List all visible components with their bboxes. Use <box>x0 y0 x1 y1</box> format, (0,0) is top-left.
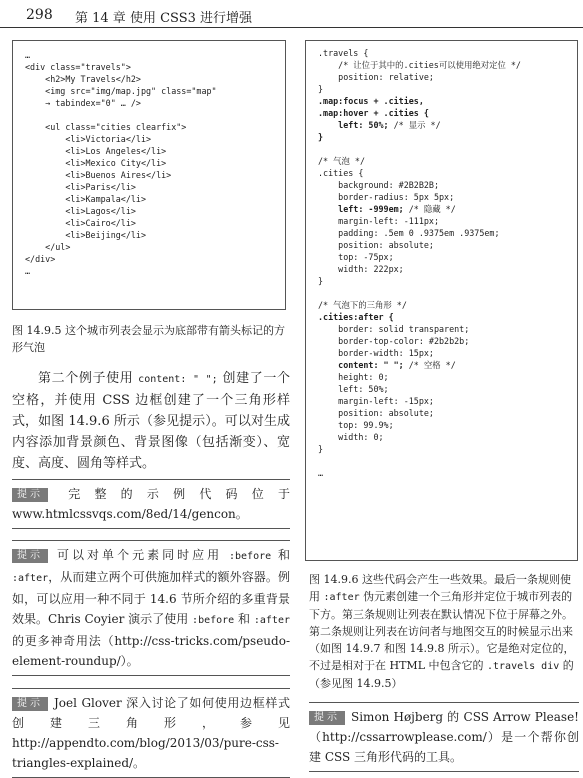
figure-caption-14-9-5: 图 14.9.5 这个城市列表会显示为底部带有箭头标记的方形气泡 <box>12 324 285 354</box>
css-code-listing <box>305 40 578 561</box>
inline-code: .travels div <box>487 661 560 672</box>
code-segment-bold: left: -999em; <box>318 204 404 214</box>
code-segment-bold: } <box>318 132 324 142</box>
tip-text: 可以对单个元素同时应用 <box>54 548 229 562</box>
code-segment-bold: content: " "; <box>318 360 404 370</box>
code-segment-bold: .cities:after { <box>318 312 394 322</box>
body-text-1: 第二个例子使用 <box>38 371 139 386</box>
chapter-title: 第 14 章 使用 CSS3 进行增强 <box>75 11 253 26</box>
tip-text: Simon Højberg 的 CSS Arrow Please!（http://cssarrowplease.com/）是一个帮你创建 CSS 三角形代码的工具。 <box>309 710 579 764</box>
tip-text: ，从而建立两个可供施加样式的额外容器。例如，可以应用一种不同于 14.6 节所介绍的多重背景效果。Chris Coyier 演示了使用 <box>12 570 290 626</box>
tip-text: 和 <box>271 548 290 562</box>
tip-note-3 <box>12 688 290 778</box>
tip-note-1 <box>12 479 290 529</box>
css-code <box>318 47 521 479</box>
tip-text: 完整的示例代码位于 www.htmlcssvqs.com/8ed/14/gencon。 <box>12 487 290 521</box>
tip-text: Joel Glover 深入讨论了如何使用边框样式创建三角形，参见 http://appendto.com/blog/2013/03/pure-css-triangles-explained/。 <box>12 696 290 770</box>
figure-caption-14-9-6 <box>309 571 579 692</box>
caption-text: 伪元素创建一个三角形并定位于城市列表的下方。第三条规则让列表在默认情况下位于屏幕之外。第二条规则让列表在访问者与地图交互的时候显示出来（如图 14.9.7 和图 14.9.8 所示）。它是绝对定位的，不过是相对于在 HTML 中包含它的 <box>309 590 575 672</box>
page-number: 298 <box>26 7 53 23</box>
html-code: … <div class="travels"> <h2>My Travels</h2> <img src="img/map.jpg" class="map" → tabindex="0" … /> <ul class="cities clearfix"> <li>Victoria</li> <li>Los Angeles</li> <li>Mexico City</li> <li>Buenos Aires</li> <li>Paris</li> <li>Kampala</li> <li>Lagos</li> <li>Cairo</li> <li>Beijing</li> </ul> </div> … <box>25 50 217 276</box>
code-segment-bold: .map:focus + .cities, .map:hover + .cities { left: 50%; <box>318 96 429 130</box>
inline-code: :after <box>323 592 360 603</box>
body-paragraph <box>12 368 290 474</box>
tip-note-4 <box>309 702 579 772</box>
inline-code-content: content: " "; <box>138 374 218 385</box>
code-segment: /* 隐藏 */ margin-left: -111px; padding: .5em 0 .9375em .9375em; position: absolute; top: -75px; width: 222px; } /* 气泡下的三角形 */ <box>318 204 500 310</box>
inline-code: :before <box>229 551 272 562</box>
header-rule <box>0 27 583 28</box>
page-header <box>0 0 583 30</box>
code-segment: /* 空格 */ height: 0; left: 50%; margin-left: -15px; position: absolute; top: 99.9%; width: 0; } … <box>318 360 456 478</box>
code-segment: /* 气泡 */ .cities { background: #2B2B2B; border-radius: 5px 5px; <box>318 156 455 202</box>
code-segment: /* 显示 */ <box>393 120 441 130</box>
html-code-listing <box>12 40 286 310</box>
tip-label: 提示 <box>12 697 48 711</box>
tip-label: 提示 <box>12 488 48 502</box>
inline-code: :after <box>253 615 290 626</box>
caption-text: 图 14.9.6 这些代码会产生一些效果。最后一条规则使用 <box>309 573 571 603</box>
code-segment: border: solid transparent; border-top-color: #2b2b2b; border-width: 15px; <box>338 324 470 358</box>
tip-label: 提示 <box>12 549 48 563</box>
code-segment: .travels { /* 让位于其中的.cities可以使用绝对定位 */ position: relative; } <box>318 48 521 94</box>
tip-note-2 <box>12 540 290 676</box>
inline-code: :after <box>12 573 49 584</box>
tip-text: 的更多神奇用法（http://css-tricks.com/pseudo-element-roundup/）。 <box>12 634 290 668</box>
tip-label: 提示 <box>309 711 345 725</box>
caption-text: 的（参见图 14.9.5） <box>309 659 574 690</box>
tip-text: 和 <box>234 612 254 626</box>
body-text-2: 创建了一个空格，并使用 CSS 边框创建了一个三角形样式，如图 14.9.6 所示（参见提示）。可以对生成内容添加背景颜色、背景图像（包括渐变）、宽度、高度、圆角等样式。 <box>12 371 290 471</box>
inline-code: :before <box>192 615 235 626</box>
